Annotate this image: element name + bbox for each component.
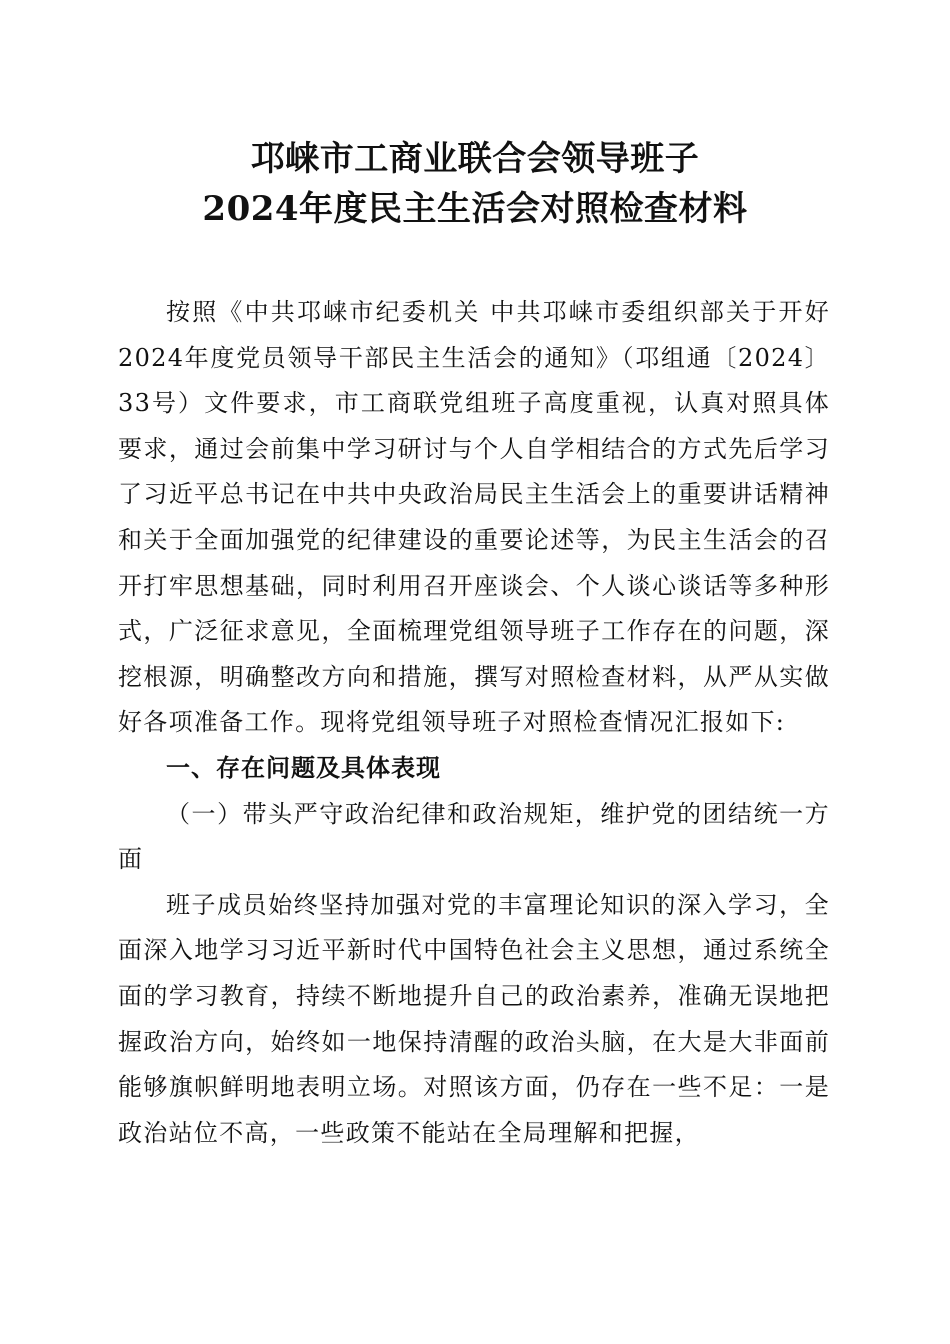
section-paragraph: 班子成员始终坚持加强对党的丰富理论知识的深入学习，全面深入地学习习近平新时代中国特色社会主义思想，通过系统全面的学习教育，持续不断地提升自己的政治素养，准确无误地把握政治方向，始终如一地保持清醒的政治头脑，在大是大非面前能够旗帜鲜明地表明立场。对照该方面，仍存在一些不足：一是政治站位不高，一些政策不能站在全局理解和把握， <box>118 890 830 1147</box>
intro-paragraph: 按照《中共邛崃市纪委机关 中共邛崃市委组织部关于开好2024年度党员领导干部民主生活会的通知》（邛组通〔2024〕33号）文件要求，市工商联党组班子高度重视，认真对照具体要求，通过会前集中学习研讨与个人自学相结合的方式先后学习了习近平总书记在中共中央政治局民主生活会上的重要讲话精神和关于全面加强党的纪律建设的重要论述等，为民主生活会的召开打牢思想基础，同时利用召开座谈会、个人谈心谈话等多种形式，广泛征求意见，全面梳理党组领导班子工作存在的问题，深挖根源，明确整改方向和措施，撰写对照检查材料，从严从实做好各项准备工作。现将党组领导班子对照检查情况汇报如下: <box>118 298 830 737</box>
title-line-2: 2024年度民主生活会对照检查材料 <box>202 189 748 229</box>
title-line-1: 邛崃市工商业联合会领导班子 <box>250 139 700 179</box>
section-heading: 一、存在问题及具体表现 <box>166 753 441 782</box>
subsection-heading: （一）带头严守政治纪律和政治规矩，维护党的团结统一方面 <box>118 799 830 874</box>
document-body <box>118 290 830 1156</box>
document-title <box>0 134 950 234</box>
